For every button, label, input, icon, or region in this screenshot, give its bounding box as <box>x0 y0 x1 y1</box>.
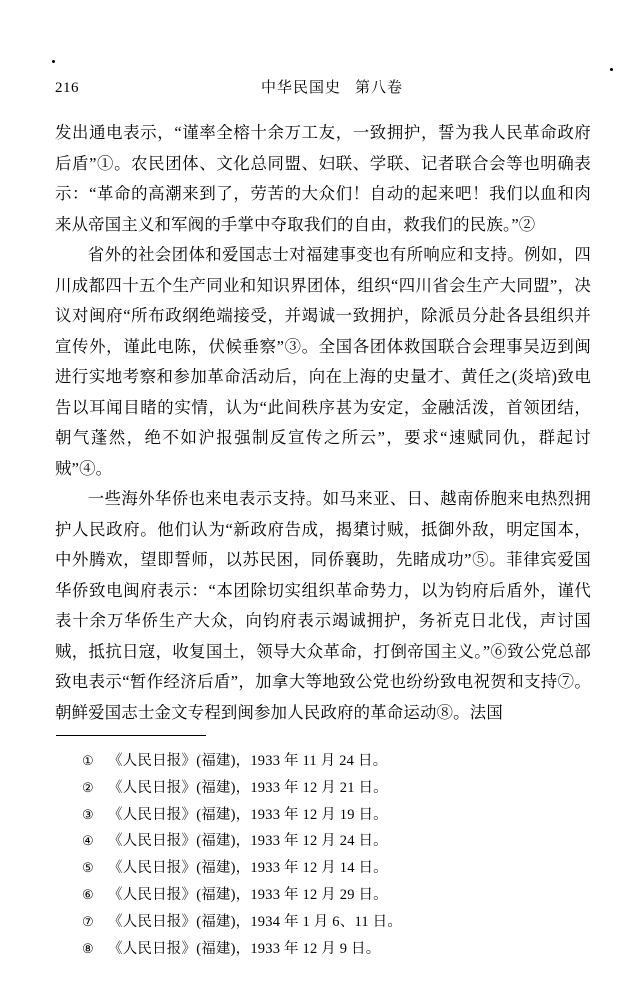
footnote-text: 《人民日报》(福建)，1933 年 12 月 29 日。 <box>108 886 388 903</box>
footnote-marker: ⑧ <box>82 940 94 956</box>
book-title: 中华民国史 <box>260 80 341 96</box>
volume-label: 第八卷 <box>355 80 404 96</box>
footnote-item <box>70 748 590 775</box>
footnote-marker: ① <box>82 753 94 768</box>
footnote-marker: ④ <box>82 833 94 849</box>
registration-mark-top-left <box>52 60 55 63</box>
footnote-item <box>70 775 590 802</box>
footnote-marker: ⑥ <box>82 886 94 902</box>
running-title <box>115 76 589 97</box>
body-text <box>55 118 591 728</box>
footnote-marker: ③ <box>82 806 94 822</box>
paragraph-3: 一些海外华侨也来电表示支持。如马来亚、日、越南侨胞来电热烈拥护人民政府。他们认为“新政府告成，揭橥讨贼，抵御外敌，明定国本，中外腾欢，望即誓师，以苏民困，同侨襄助，先睹成功”⑤。菲律宾爱国华侨致电闽府表示：“本团除切实组织革命势力，以为钧府后盾外，谨代表十余万华侨生产大众，向钧府表示竭诚拥护，务祈克日北伐，声讨国贼，抵抗日寇，收复国土，领导大众革命，打倒帝国主义。”⑥致公党总部致电表示“暂作经济后盾”，加拿大等地致公党也纷纷致电祝贺和支持⑦。朝鲜爱国志士金文专程到闽参加人民政府的革命运动⑧。法国 <box>55 489 591 722</box>
registration-mark-top-right <box>610 68 613 71</box>
footnote-item <box>70 855 590 882</box>
footnote-text: 《人民日报》(福建)，1933 年 12 月 24 日。 <box>108 833 388 850</box>
footnote-marker: ⑦ <box>82 913 94 929</box>
paragraph-2: 省外的社会团体和爱国志士对福建事变也有所响应和支持。例如，四川成都四十五个生产同业和知识界团体，组织“四川省会生产大同盟”，决议对闽府“所布政纲绝端接受，并竭诚一致拥护，除派员分赴各县组织并宣传外，谨此电陈，伏候垂察”③。全国各团体救国联合会理事吴迈到闽进行实地考察和参加革命活动后，向在上海的史量才、黄任之(炎培)致电告以耳闻目睹的实情，认为“此间秩序甚为安定，金融活泼，首领团结，朝气蓬然，绝不如沪报强制反宣传之所云”，要求“速赋同仇，群起讨贼”④。 <box>55 245 591 478</box>
footnote-text: 《人民日报》(福建)，1933 年 12 月 9 日。 <box>108 940 381 957</box>
footnote-item <box>70 936 590 963</box>
footnote-marker: ② <box>82 779 94 795</box>
footnote-text: 《人民日报》(福建)，1933 年 12 月 19 日。 <box>108 806 388 823</box>
footnote-item <box>70 909 590 936</box>
footnote-text: 《人民日报》(福建)，1934 年 1 月 6、11 日。 <box>108 913 403 930</box>
page-number: 216 <box>55 80 79 96</box>
footnote-text: 《人民日报》(福建)，1933 年 12 月 21 日。 <box>108 779 388 796</box>
footnote-separator <box>56 735 206 736</box>
footnote-item <box>70 828 590 855</box>
page-header <box>55 76 589 97</box>
footnote-text: 《人民日报》(福建)，1933 年 11 月 24 日。 <box>108 753 388 769</box>
footnote-item <box>70 802 590 829</box>
footnote-text: 《人民日报》(福建)，1933 年 12 月 14 日。 <box>108 860 388 877</box>
footnote-marker: ⑤ <box>82 860 94 876</box>
paragraph-1: 发出通电表示，“谨率全榕十余万工友，一致拥护，誓为我人民革命政府后盾”①。农民团体、文化总同盟、妇联、学联、记者联合会等也明确表示：“革命的高潮来到了，劳苦的大众们！自动的起来吧！我们以血和肉来从帝国主义和军阀的手掌中夺取我们的自由，救我们的民族。”② <box>55 123 591 234</box>
footnote-item <box>70 882 590 909</box>
footnote-list <box>70 748 590 962</box>
